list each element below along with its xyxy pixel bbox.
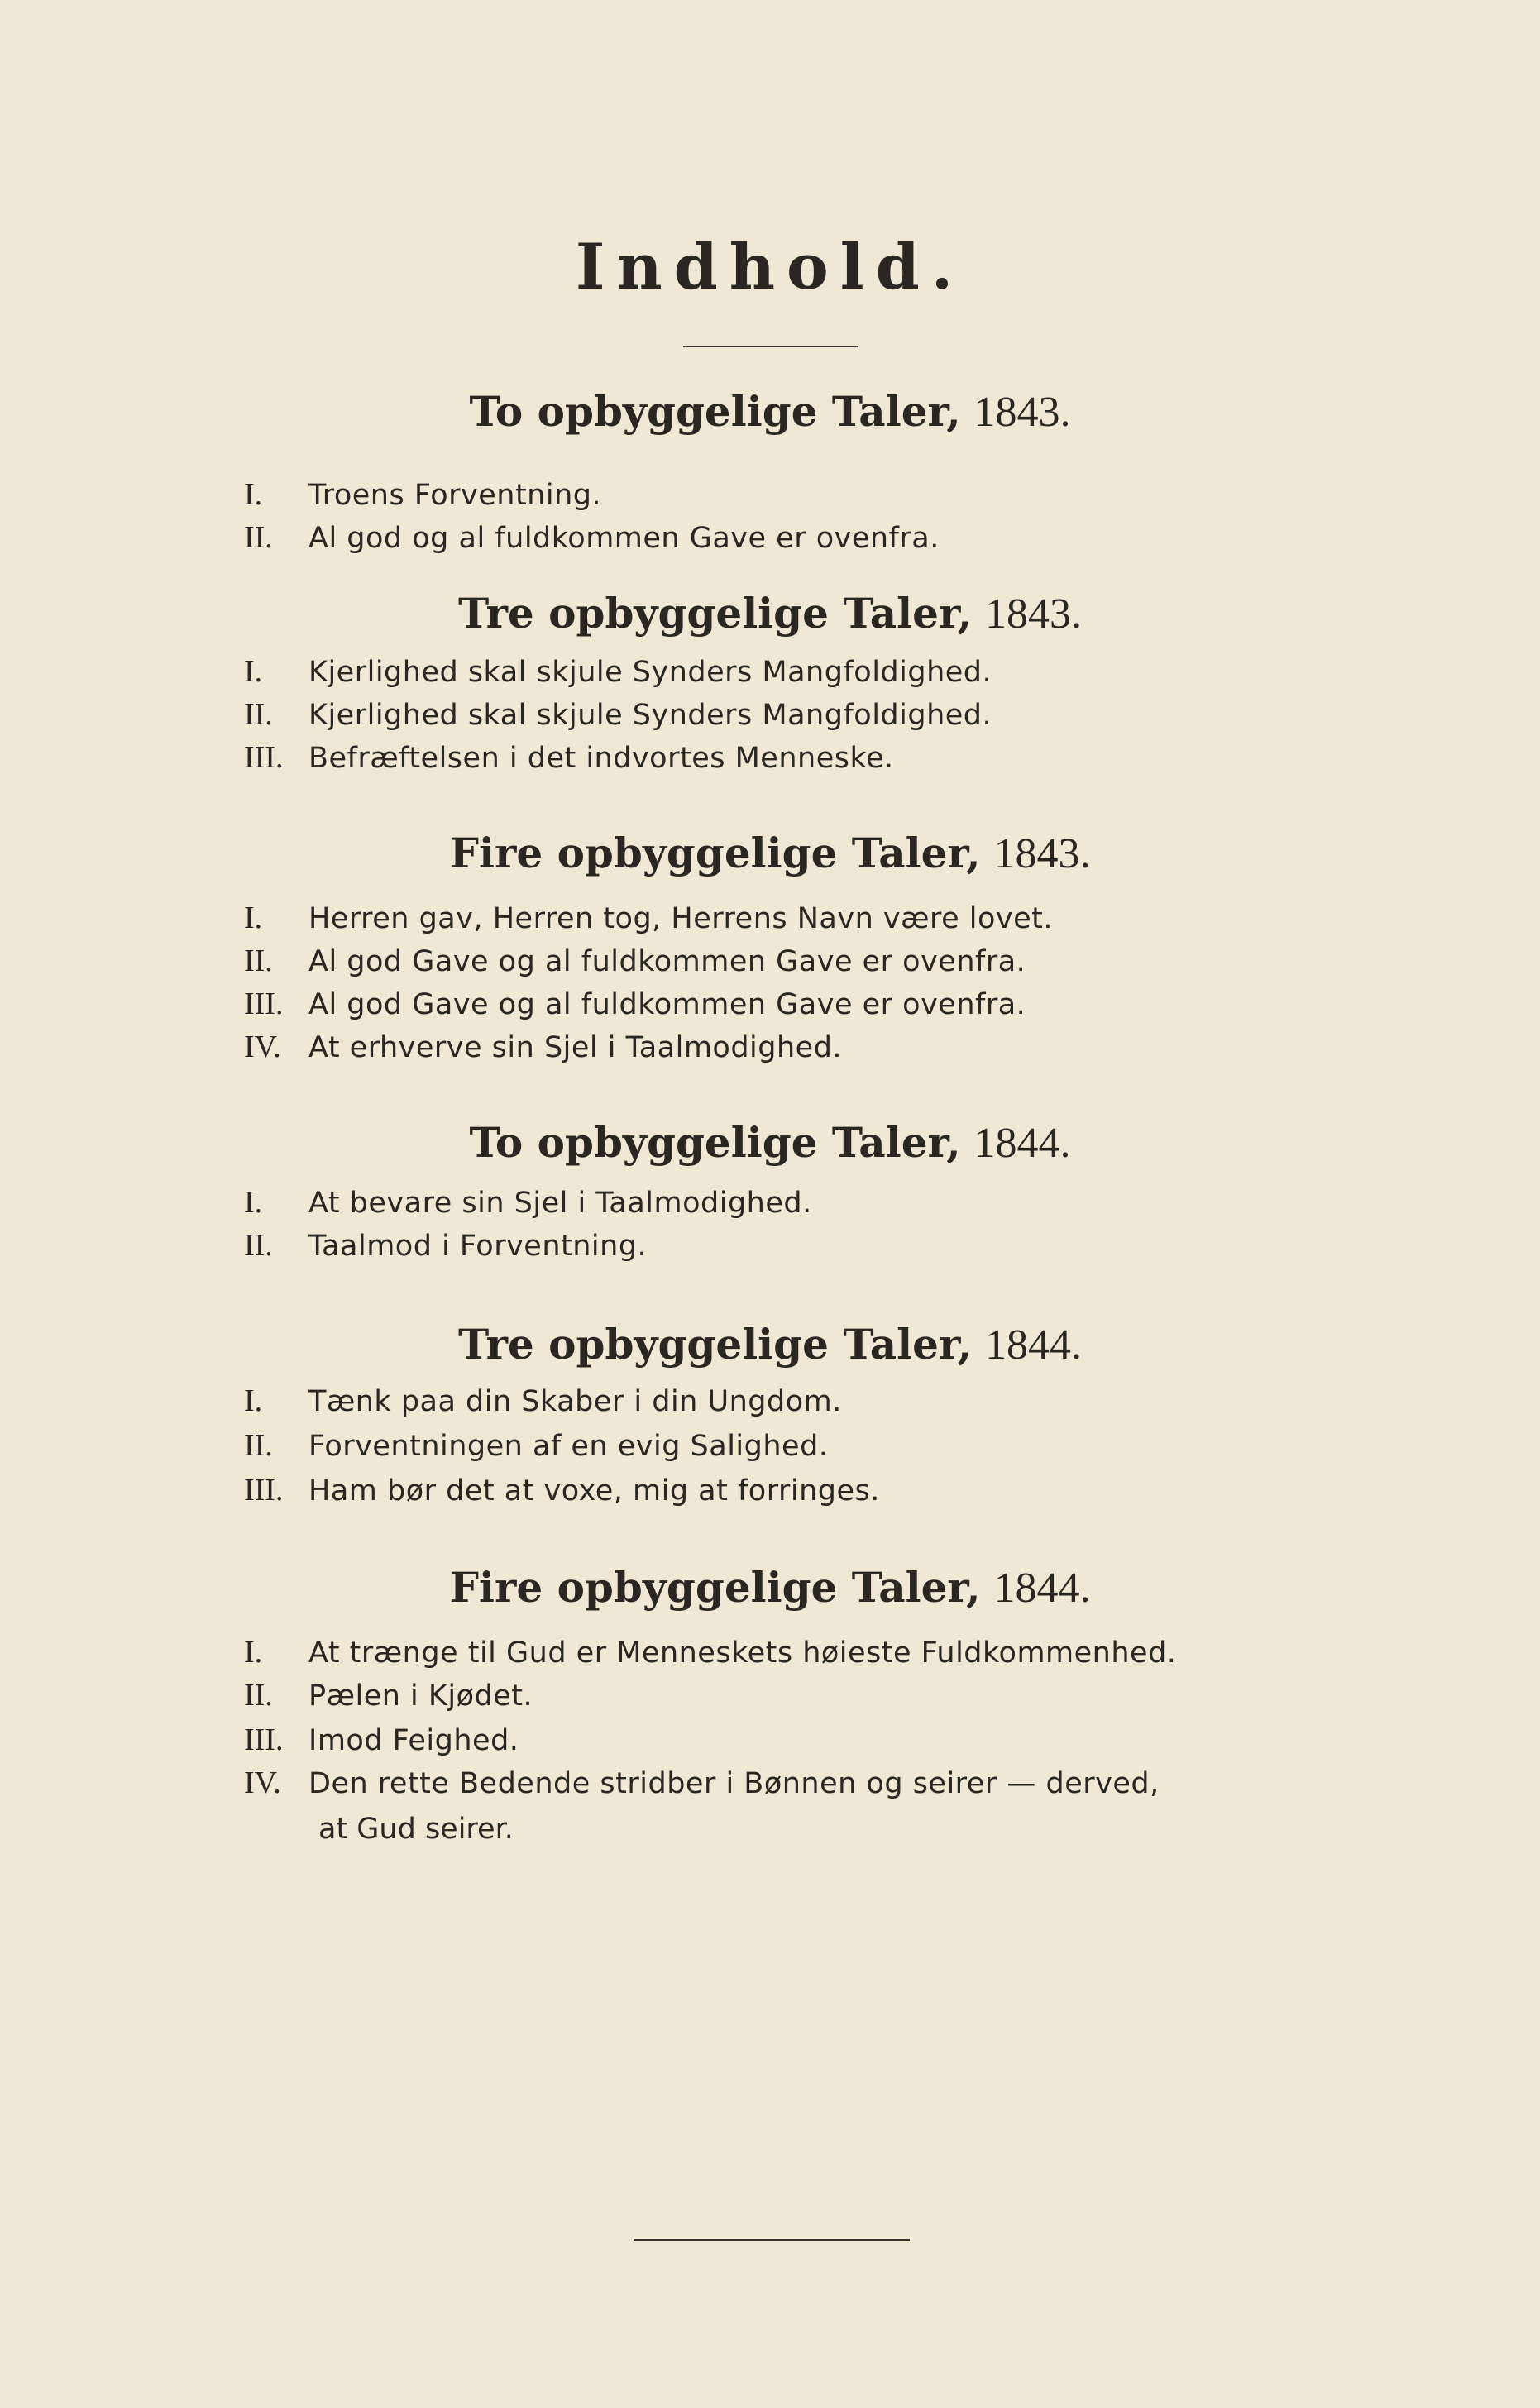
entry-number: III.: [244, 1722, 284, 1757]
section-heading-text: To opbyggelige Taler,: [469, 387, 961, 436]
title-divider: [683, 346, 858, 347]
entry-title-continuation: at Gud seirer.: [318, 1813, 514, 1846]
entry-title: Al god Gave og al fuldkommen Gave er ovenfra.: [308, 988, 1026, 1021]
entry-title: Ham bør det at voxe, mig at forringes.: [308, 1474, 880, 1507]
entry-number: I.: [244, 1635, 263, 1670]
entry-title: Imod Feighed.: [308, 1724, 519, 1757]
section-heading-year: 1843.: [993, 830, 1091, 877]
section-heading-year: 1843.: [973, 389, 1071, 436]
entry-title: Den rette Bedende stridber i Bønnen og seirer — derved,: [308, 1767, 1160, 1800]
entry-number: II.: [244, 1428, 273, 1463]
entry-number: II.: [244, 1678, 273, 1713]
entry-number: IV.: [244, 1765, 281, 1800]
section-heading-year: 1844.: [973, 1120, 1071, 1167]
toc-entry: [244, 1025, 842, 1068]
toc-entry: [244, 736, 894, 779]
section-heading-text: Tre opbyggelige Taler,: [458, 589, 973, 638]
toc-entry: [244, 1469, 880, 1512]
page-title: Indhold.: [575, 230, 965, 303]
entry-title: Befræftelsen i det indvortes Menneske.: [308, 742, 894, 775]
entry-title: Kjerlighed skal skjule Synders Mangfoldighed.: [308, 656, 992, 689]
entry-number: I.: [244, 901, 263, 935]
section-heading-text: Fire opbyggelige Taler,: [449, 829, 981, 877]
entry-title: Al god og al fuldkommen Gave er ovenfra.: [308, 522, 940, 555]
entry-number: III.: [244, 987, 284, 1021]
section-heading-text: Tre opbyggelige Taler,: [458, 1320, 973, 1369]
section-heading-year: 1843.: [985, 590, 1082, 638]
toc-entry: [244, 982, 1026, 1025]
entry-title: Tænk paa din Skaber i din Ungdom.: [308, 1385, 842, 1418]
toc-entry: [244, 1224, 647, 1267]
entry-title: At trænge til Gud er Menneskets høieste Fuldkommenhed.: [308, 1636, 1177, 1670]
section-heading-2: [0, 589, 1540, 638]
toc-entry: [244, 693, 992, 736]
section-heading-text: Fire opbyggelige Taler,: [449, 1563, 981, 1612]
entry-title: Taalmod i Forventning.: [308, 1230, 648, 1263]
entry-title: Pælen i Kjødet.: [308, 1679, 533, 1713]
entry-number: II.: [244, 944, 273, 978]
section-heading-1: [0, 387, 1540, 437]
toc-entry: [244, 1761, 1160, 1804]
section-heading-3: [0, 829, 1540, 878]
entry-title: Troens Forventning.: [308, 479, 602, 512]
toc-entry: [244, 1424, 828, 1467]
bottom-divider: [634, 2239, 910, 2241]
entry-title: Al god Gave og al fuldkommen Gave er ovenfra.: [308, 945, 1026, 978]
section-heading-text: To opbyggelige Taler,: [469, 1118, 961, 1167]
entry-number: II.: [244, 1228, 273, 1263]
section-heading-4: [0, 1118, 1540, 1168]
entry-title: Kjerlighed skal skjule Synders Mangfoldighed.: [308, 699, 992, 732]
toc-entry: [244, 939, 1026, 982]
entry-number: I.: [244, 1185, 263, 1220]
toc-entry: [244, 650, 992, 693]
entry-title: Herren gav, Herren tog, Herrens Navn være lovet.: [308, 902, 1053, 935]
toc-entry: [244, 516, 940, 559]
entry-title: At bevare sin Sjel i Taalmodighed.: [308, 1187, 812, 1220]
entry-number: I.: [244, 477, 263, 512]
toc-entry: [244, 1631, 1176, 1674]
entry-number: I.: [244, 654, 263, 689]
entry-title: Forventningen af en evig Salighed.: [308, 1430, 829, 1463]
entry-number: I.: [244, 1383, 263, 1418]
section-heading-5: [0, 1320, 1540, 1369]
section-heading-6: [0, 1563, 1540, 1612]
section-heading-year: 1844.: [993, 1565, 1091, 1612]
section-heading-year: 1844.: [985, 1321, 1082, 1369]
toc-entry: [244, 1379, 842, 1422]
entry-number: IV.: [244, 1030, 281, 1064]
toc-entry: [244, 473, 601, 516]
toc-entry: [244, 1674, 533, 1717]
entry-number: III.: [244, 740, 284, 775]
entry-number: II.: [244, 697, 273, 732]
entry-title: At erhverve sin Sjel i Taalmodighed.: [308, 1031, 843, 1064]
toc-entry: [244, 1181, 812, 1224]
entry-number: III.: [244, 1473, 284, 1507]
toc-entry: [244, 1718, 519, 1761]
entry-number: II.: [244, 520, 273, 555]
toc-entry: [244, 896, 1053, 939]
